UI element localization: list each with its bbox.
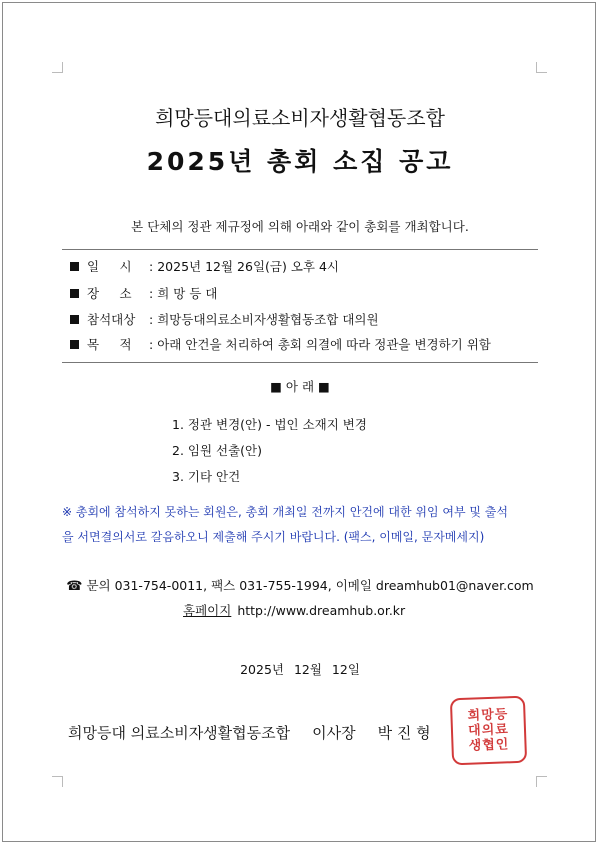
black-square-icon xyxy=(70,262,79,271)
agenda-item: 3. 기타 안건 xyxy=(172,469,241,484)
info-row-place: 장 소 : 희 망 등 대 xyxy=(70,285,217,303)
info-value: 희 망 등 대 xyxy=(157,286,218,301)
info-value: 2025년 12월 26일(금) 오후 4시 xyxy=(157,259,339,274)
info-label: 참석대상 xyxy=(87,312,136,327)
info-row-purpose: 목 적 : 아래 안건을 처리하여 총회 의결에 따라 정관을 변경하기 위함 xyxy=(70,336,491,354)
contact-text: 문의 031-754-0011, 팩스 031-755-1994, 이메일 dreamhub01@naver.com xyxy=(86,578,534,593)
official-seal xyxy=(450,696,527,766)
black-square-icon xyxy=(70,315,79,324)
info-row-attendees: 참석대상 : 희망등대의료소비자생활협동조합 대의원 xyxy=(70,311,379,329)
contact-line xyxy=(0,576,600,594)
info-value: 아래 안건을 처리하여 총회 의결에 따라 정관을 변경하기 위함 xyxy=(157,337,491,352)
homepage-url[interactable]: http://www.dreamhub.or.kr xyxy=(237,603,406,618)
crop-mark xyxy=(52,776,63,787)
divider xyxy=(62,362,538,363)
info-label: 일 시 xyxy=(87,259,132,274)
info-label: 목 적 xyxy=(87,337,132,352)
divider xyxy=(62,249,538,250)
black-square-icon xyxy=(70,289,79,298)
signer-title: 이사장 xyxy=(312,724,356,742)
agenda-item: 1. 정관 변경(안) - 법인 소재지 변경 xyxy=(172,417,367,432)
info-value: 희망등대의료소비자생활협동조합 대의원 xyxy=(157,312,379,327)
signer-org: 희망등대 의료소비자생활협동조합 xyxy=(68,724,291,742)
info-label: 장 소 xyxy=(87,286,132,301)
agenda-heading: ■ 아 래 ■ xyxy=(270,379,330,394)
crop-mark xyxy=(536,776,547,787)
black-square-icon xyxy=(70,340,79,349)
signer-line xyxy=(68,722,453,743)
intro-text: 본 단체의 정관 제규정에 의해 아래와 같이 총회를 개최합니다. xyxy=(131,219,469,234)
homepage-label: 홈페이지 xyxy=(183,603,232,618)
crop-mark xyxy=(536,62,547,73)
homepage-line xyxy=(183,601,405,619)
agenda-item: 2. 임원 선출(안) xyxy=(172,443,263,458)
phone-icon: ☎ xyxy=(66,579,83,594)
notice-line: 을 서면결의서로 갈음하오니 제출해 주시기 바랍니다. (팩스, 이메일, 문자메세지) xyxy=(62,530,485,544)
signer-name: 박 진 형 xyxy=(377,724,431,742)
issue-date: 2025년 12월 12일 xyxy=(240,662,360,677)
crop-mark xyxy=(52,62,63,73)
info-row-date: 일 시 : 2025년 12월 26일(금) 오후 4시 xyxy=(70,258,339,276)
main-title: 2025년 총회 소집 공고 xyxy=(146,147,454,176)
seal-text: 희망등대의료생협인 xyxy=(467,707,510,754)
notice-line: ※ 총회에 참석하지 못하는 회원은, 총회 개최일 전까지 안건에 대한 위임 여부 및 출석 xyxy=(62,505,508,519)
org-title: 희망등대의료소비자생활협동조합 xyxy=(155,106,445,130)
